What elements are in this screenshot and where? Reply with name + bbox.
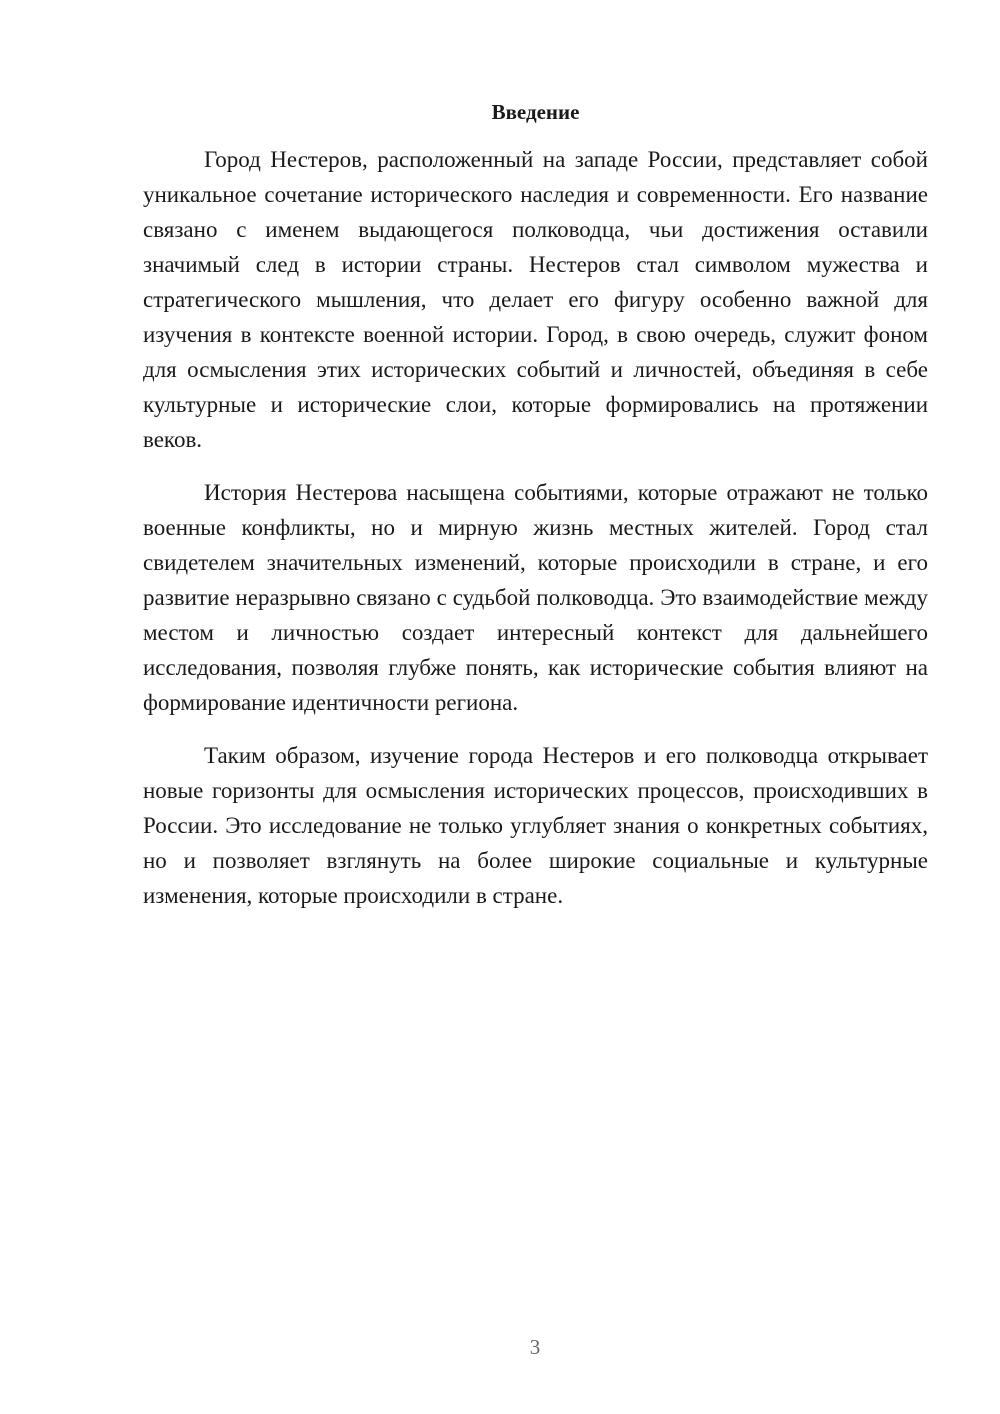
paragraph-1: Город Нестеров, расположенный на западе России, представляет собой уникальное сочетание исторического наследия и современности. Его название связано с именем выдающегося полководца, чьи достижения оставили значимый след в истории страны. Нестеров стал символом мужества и стратегического мышления, что делает его фигуру особенно важной для изучения в контексте военной истории. Город, в свою очередь, служит фоном для осмысления этих исторических событий и личностей, объединяя в себе культурные и исторические слои, которые формировались на протяжении веков. (143, 147, 928, 452)
paragraph-2: История Нестерова насыщена событиями, которые отражают не только военные конфликты, но и мирную жизнь местных жителей. Город стал свидетелем значительных изменений, которые происходили в стране, и его развитие неразрывно связано с судьбой полководца. Это взаимодействие между местом и личностью создает интересный контекст для дальнейшего исследования, позволяя глубже понять, как исторические события влияют на формирование идентичности региона. (143, 480, 928, 715)
paragraph-3: Таким образом, изучение города Нестеров и его полководца открывает новые горизонты для осмысления исторических процессов, происходивших в России. Это исследование не только углубляет знания о конкретных событиях, но и позволяет взглянуть на более широкие социальные и культурные изменения, которые происходили в стране. (143, 743, 928, 908)
body-text (143, 142, 928, 931)
section-heading: Введение (491, 100, 580, 124)
page-number: 3 (529, 1335, 541, 1359)
